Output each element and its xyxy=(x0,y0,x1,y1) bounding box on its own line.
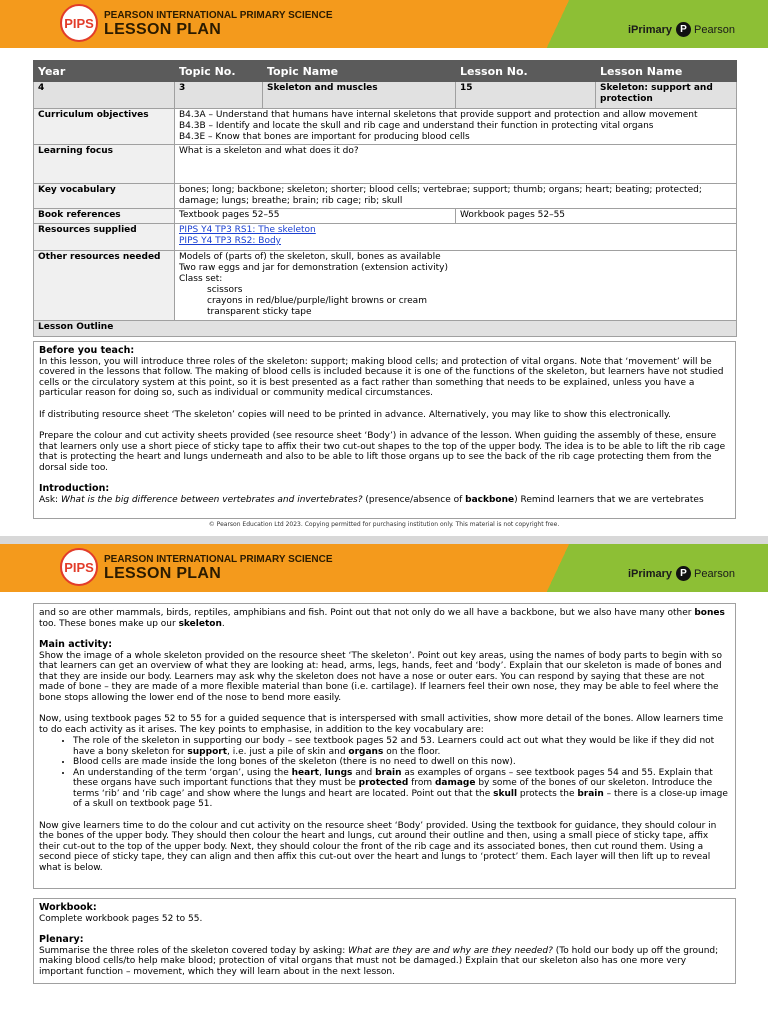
plenary-text xyxy=(39,946,730,978)
before-paragraph-3: Prepare the colour and cut activity sheets provided (see resource sheet ‘Body’) in advance of the lesson. When guiding the assembly of these, ensure that learners only use a short piece of sticky tape to affix their two cut-out shapes to the top of the upper body. The idea is to be able to lift the rib cage that is protecting the heart and lungs underneath and also to be able to lift those organs up to see the back of the rib cage protecting them from the dorsal side too. xyxy=(39,431,726,473)
header-banner xyxy=(0,0,768,48)
resource-link-body[interactable]: PIPS Y4 TP3 RS2: Body xyxy=(179,236,281,246)
b3-k: by some of the bones of our skeleton. Introduce the terms ‘rib’ and ‘rib cage’ and show where the lungs and heart are located. Point out that the xyxy=(73,778,713,799)
pearson-logo xyxy=(676,566,735,581)
cont-bold-skeleton: skeleton xyxy=(178,618,222,629)
resource-subline: crayons in red/blue/purple/light browns or cream xyxy=(207,296,427,306)
objective-line: B4.3B – Identify and locate the skull and rib cage and understand their function in protecting vital organs xyxy=(179,121,654,131)
intro-question: What is the big difference between vertebrates and invertebrates? xyxy=(60,494,363,505)
cont-a: and so are other mammals, birds, reptiles, amphibians and fish. Point out that not only do we all have a backbone, but we also have many other xyxy=(39,608,695,618)
value-lesson-no: 15 xyxy=(456,82,596,109)
lesson-plan-title: LESSON PLAN xyxy=(104,21,222,38)
main-paragraph-3: Now give learners time to do the colour and cut activity on the resource sheet ‘Body’ provided. Using the textbook for guidance, they should colour in the bones of the upper body. They should then colour the heart and lungs, cut around their outline and then, using a small piece of sticky tape, affix their cut-out to the top of the upper body. Next, they should colour the front of the rib cage and its associated bones, then cut round them. Using a second piece of sticky tape, they can align and then affix this cut-out over the heart and lungs to ‘protect’ them. Each layer will then lift up to reveal what is below. xyxy=(39,820,717,873)
main-activity-heading: Main activity: xyxy=(39,639,113,650)
header-lesson-name: Lesson Name xyxy=(596,61,737,82)
plenary-a: Summarise the three roles of the skeleton covered today by asking: xyxy=(39,945,349,956)
objective-line: B4.3E – Know that bones are important for producing blood cells xyxy=(179,132,470,142)
main-paragraph-1: Show the image of a whole skeleton provided on the resource sheet ‘The skeleton’. Point out key areas, using the names of body parts to begin with so that learners can get an overview of what they are looking at: head, arms, legs, hands, feet and ‘body’. Explain that our skeleton is made of bones and that they are inside our body. Learners may ask why the skeleton does not have a nose or outer ears. You can respond by saying that these are not made of bone – they are made of a more flexible material than bone (i.e. cartilage). If learners feel their own nose, they may be able to feel where the bone stops allowing the lower end of the nose to bend more easily. xyxy=(39,650,722,703)
b3-g: as examples of organs – see textbook pages 54 and 55. Explain that these organs have such important functions that they must be xyxy=(73,767,713,788)
curriculum-row xyxy=(34,109,737,145)
b3-i: from xyxy=(408,778,435,788)
header-topic-no: Topic No. xyxy=(175,61,263,82)
b3-h: protected xyxy=(358,778,409,788)
resource-subline: transparent sticky tape xyxy=(207,307,312,317)
page-2 xyxy=(0,544,768,1024)
lesson-outline-page1 xyxy=(33,341,736,519)
objective-line: B4.3A – Understand that humans have internal skeletons that provide support and protection and allow movement xyxy=(179,110,698,120)
introduction-heading: Introduction: xyxy=(39,483,110,494)
b3-a: An understanding of the term ‘organ’, using the xyxy=(73,767,292,778)
main-paragraph-2: Now, using textbook pages 52 to 55 for a guided sequence that is interspersed with small activities, show more detail of the bones. Allow learners time to do each activity as it arises. The key points to emphasise, in addition to the key vocabulary are: xyxy=(39,714,724,735)
header-topic-name: Topic Name xyxy=(263,61,456,82)
intro-end: ) Remind learners that we are vertebrates xyxy=(514,494,704,505)
workbook-plenary-section xyxy=(33,898,736,984)
other-resources-row xyxy=(34,251,737,321)
iprimary-logo: iPrimary xyxy=(628,24,673,36)
copyright-footer: © Pearson Education Ltd 2023. Copying permitted for purchasing institution only. This material is not copyright free. xyxy=(208,521,560,528)
b3-d: lungs xyxy=(324,767,353,778)
intro-bold: backbone xyxy=(465,494,515,505)
cont-c: too. These bones make up our xyxy=(39,618,179,629)
resources-supplied-row xyxy=(34,224,737,251)
plenary-question: What are they are and why are they needed? xyxy=(348,945,553,956)
plenary-b: (To hold our body up off the ground; making blood cells/to help make blood; protection of vital organs that must not be damaged.) Explain that our skeleton also has one more very important function – movement, which they will learn about in the next lesson. xyxy=(39,945,719,977)
b3-e: and xyxy=(352,767,376,778)
book-references-row xyxy=(34,209,737,224)
cont-d: . xyxy=(221,618,225,629)
plenary-heading: Plenary: xyxy=(39,934,84,945)
header-year: Year xyxy=(34,61,175,82)
intro-ask: Ask: xyxy=(39,494,61,505)
b3-n: brain xyxy=(577,788,604,799)
series-title: PEARSON INTERNATIONAL PRIMARY SCIENCE xyxy=(104,10,333,21)
lesson-outline-label: Lesson Outline xyxy=(34,321,737,337)
iprimary-logo: iPrimary xyxy=(628,568,673,580)
pearson-logo xyxy=(676,22,735,37)
other-resources-label: Other resources needed xyxy=(34,251,175,321)
key-points-list xyxy=(39,736,730,810)
resources-supplied-links xyxy=(175,224,737,251)
list-item xyxy=(73,768,730,810)
other-resources-list xyxy=(175,251,737,321)
b3-c: , xyxy=(318,767,325,778)
learning-focus-row xyxy=(34,145,737,184)
table-header-row xyxy=(34,61,737,82)
book-references-label: Book references xyxy=(34,209,175,224)
workbook-heading: Workbook: xyxy=(39,902,97,913)
value-topic-name: Skeleton and muscles xyxy=(263,82,456,109)
key-vocabulary-label: Key vocabulary xyxy=(34,184,175,209)
introduction-text xyxy=(39,495,730,506)
resource-line: Two raw eggs and jar for demonstration (extension activity) xyxy=(179,263,448,273)
resources-supplied-label: Resources supplied xyxy=(34,224,175,251)
b1-c: , i.e. just a pile of skin and xyxy=(227,746,349,757)
list-item: • Blood cells are made inside the long bones of the skeleton (there is no need to dwell on this now). xyxy=(73,757,730,768)
cont-bold-bones: bones xyxy=(694,608,725,618)
pearson-wordmark: Pearson xyxy=(694,567,735,580)
header-lesson-no: Lesson No. xyxy=(456,61,596,82)
pearson-mark-icon: P xyxy=(676,22,691,37)
before-paragraph-2: If distributing resource sheet ‘The skeleton’ copies will need to be printed in advance. Alternatively, you may like to show this electronically. xyxy=(39,409,671,420)
value-lesson-name: Skeleton: support and protection xyxy=(596,82,737,109)
lesson-outline-row xyxy=(34,321,737,337)
textbook-pages: Textbook pages 52–55 xyxy=(175,209,456,224)
pearson-wordmark: Pearson xyxy=(694,23,735,36)
b3-l: skull xyxy=(493,788,518,799)
list-item xyxy=(73,736,730,757)
series-title: PEARSON INTERNATIONAL PRIMARY SCIENCE xyxy=(104,554,333,565)
b3-f: brain xyxy=(375,767,402,778)
pips-logo: PIPS xyxy=(60,4,98,42)
key-vocabulary-text: bones; long; backbone; skeleton; shorter; blood cells; vertebrae; support; thumb; organs; heart; beating; protected; damage; lungs; breathe; brain; rib cage; rib; skull xyxy=(175,184,737,209)
b3-m: protects the xyxy=(517,788,578,799)
b1-b: support xyxy=(187,746,227,757)
intro-mid: (presence/absence of xyxy=(362,494,466,505)
key-vocabulary-row xyxy=(34,184,737,209)
resource-link-skeleton[interactable]: PIPS Y4 TP3 RS1: The skeleton xyxy=(179,225,316,235)
value-year: 4 xyxy=(34,82,175,109)
resource-subline: scissors xyxy=(207,285,243,295)
workbook-pages: Workbook pages 52–55 xyxy=(456,209,737,224)
resource-line: Class set: xyxy=(179,274,223,284)
b3-b: heart xyxy=(291,767,319,778)
before-paragraph-1: In this lesson, you will introduce three roles of the skeleton: support; making blood cells; and protection of vital organs. Note that ‘movement’ will be covered in the lessons that follow. The making of blood cells is included because it is one of the functions of the skeleton, but learners have not studied cells or the circulatory system at this point, so it is best presented as a fact rather than something that needs to be explained, unless you have a particular reason for doing so, such as individual or community medical circumstances. xyxy=(39,356,724,398)
b1-a: The role of the skeleton in supporting our body – see textbook pages 52 and 53. Learners could act out what they would be like if they did not have a bony skeleton for xyxy=(73,736,715,757)
learning-focus-label: Learning focus xyxy=(34,145,175,184)
b3-j: damage xyxy=(434,778,476,788)
header-banner xyxy=(0,544,768,592)
pearson-mark-icon: P xyxy=(676,566,691,581)
workbook-text: Complete workbook pages 52 to 55. xyxy=(39,913,203,924)
continuation-text xyxy=(39,608,730,629)
value-topic-no: 3 xyxy=(175,82,263,109)
curriculum-label: Curriculum objectives xyxy=(34,109,175,145)
resource-line: Models of (parts of) the skeleton, skull, bones as available xyxy=(179,252,441,262)
learning-focus-text: What is a skeleton and what does it do? xyxy=(175,145,737,184)
page-separator xyxy=(0,536,768,544)
b1-d: organs xyxy=(348,746,384,757)
pips-logo: PIPS xyxy=(60,548,98,586)
table-values-row xyxy=(34,82,737,109)
lesson-plan-title: LESSON PLAN xyxy=(104,565,222,582)
lesson-table xyxy=(33,60,737,337)
b1-e: on the floor. xyxy=(383,746,441,757)
lesson-outline-continued xyxy=(33,603,736,889)
curriculum-objectives xyxy=(175,109,737,145)
b3-o: – there is a close-up image of a skull on textbook page 51. xyxy=(73,788,728,809)
before-you-teach-heading: Before you teach: xyxy=(39,345,135,356)
